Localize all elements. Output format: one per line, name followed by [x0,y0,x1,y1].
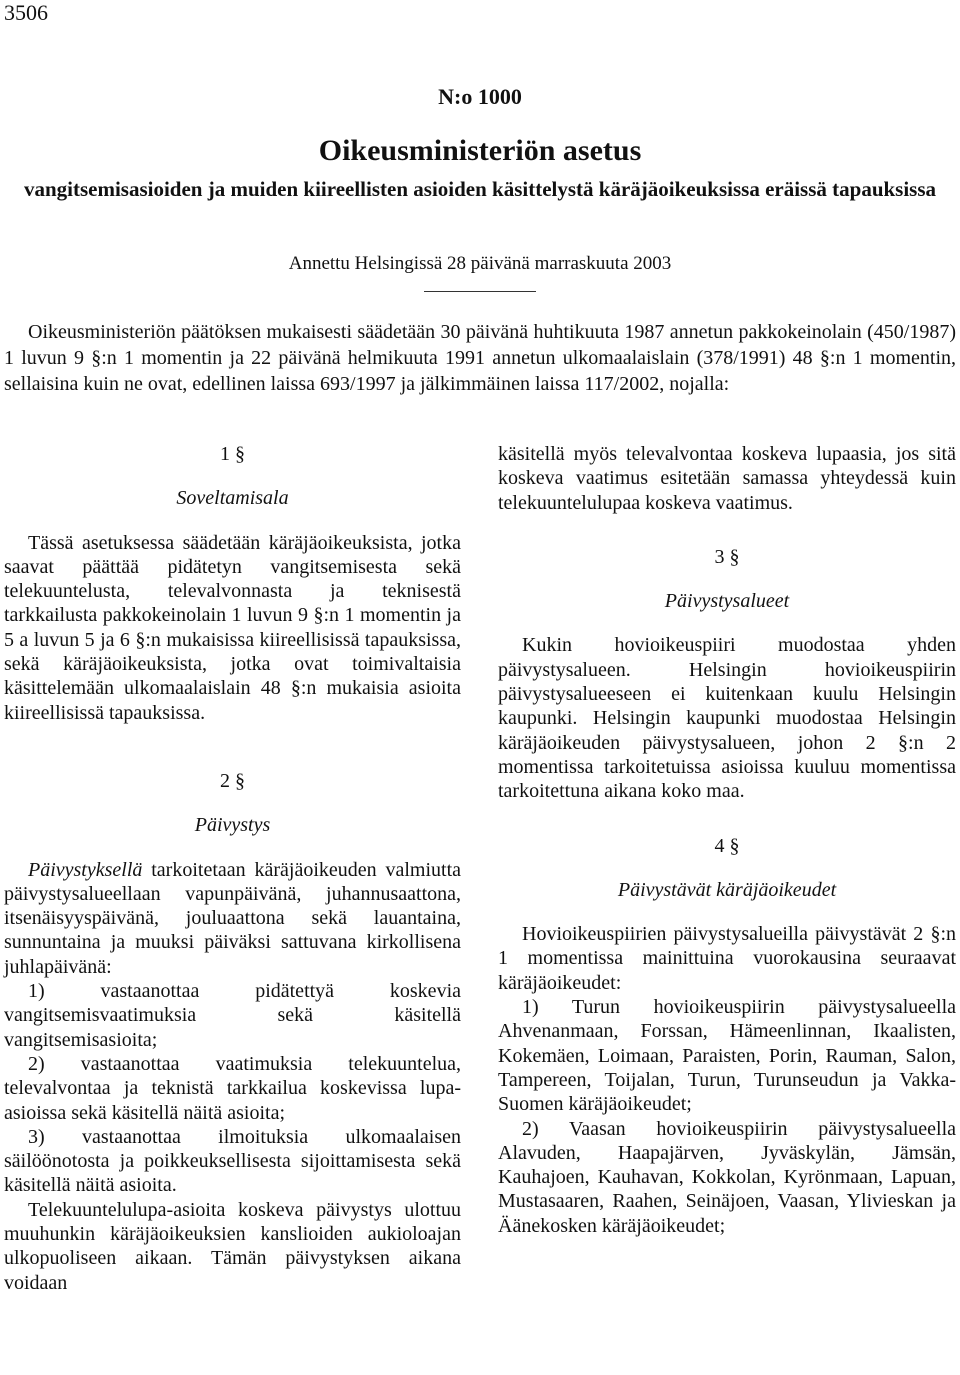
section-4-item-1: 1) Turun hovioikeuspiirin päivystysalueella Ahvenanmaan, Forssan, Hämeenlinnan, Ikaalisten, Kokemäen, Loimaan, Paraisten, Porin, Rauman, Salon, Tampereen, Toijalan, Turun, Turunseudun ja Vakka-Suomen käräjäoikeudet; [498,996,956,1116]
section-4-item-2: 2) Vaasan hovioikeuspiirin päivystysalueella Alavuden, Haapajärven, Jyväskylän, Jämsän, Kauhajoen, Kauhavan, Kokkolan, Kyrönmaan, Lapuan, Mustasaaren, Raahen, Seinäjoen, Vaasan, Ylivieskan ja Äänekosken käräjäoikeudet; [498,1117,956,1237]
section-4-title: Päivystävät käräjäoikeudet [617,878,837,901]
right-column [498,442,956,1238]
section-2-item-3: 3) vastaanottaa ilmoituksia ulkomaalaisen säilöönotosta ja poikkeuksellisesta sijoittamisesta sekä käsitellä näitä asioita. [4,1125,461,1197]
statute-number: N:o 1000 [438,84,522,109]
defined-term: Päivystyksellä [28,858,143,881]
preamble-text: Oikeusministeriön päätöksen mukaisesti säädetään 30 päivänä huhtikuuta 1987 annetun pakkokeinolain (450/1987) 1 luvun 9 §:n 1 momentin ja 22 päivänä helmikuuta 1991 annetun ulkomaalaislain (378/1991) 48 §:n 1 momentin, sellaisina kuin ne ovat, edellinen laissa 693/1997 ja jälkimmäinen laissa 117/2002, nojalla: [4,321,956,395]
section-2-title: Päivystys [194,814,271,837]
section-2-paragraph-1-text: tarkoitetaan käräjäoikeuden valmiutta päivystysalueellaan vapunpäivänä, juhannusaattona, itsenäisyyspäivänä, jouluaattona sekä lauantaina, sunnuntaina ja muuksi päiväksi sattuvana kirkollisena juhlapäivänä: [4,858,461,978]
section-3-paragraph: Kukin hovioikeuspiiri muodostaa yhden päivystysalueen. Helsingin hovioikeuspiirin päivystysalueeseen ei kuitenkaan kuulu Helsingin kaupunki. Helsingin kaupunki muodostaa Helsingin käräjäoikeuden päivystysalueen, johon 2 §:n 2 momentissa tarkoitetuissa asioissa kuuluu momentissa tarkoitettuna aikana koko maa. [498,634,956,803]
page-title: Oikeusministeriön asetus [318,134,642,167]
section-1-paragraph: Tässä asetuksessa säädetään käräjäoikeuksista, jotka saavat päättää pidätetyn vangitsemisesta sekä telekuuntelusta, televalvonnasta ja teknisestä tarkkailusta pakkokeinolain 1 luvun 9 §:n 1 momentin ja 5 a luvun 5 ja 6 §:n mukaisissa kiireellisissä tapauksissa, sekä käräjäoikeuksista, jotka ovat toimivaltaisia käsittelemään ulkomaalaislain 48 §:n mukaisia asioita kiireellisissä tapauksissa. [4,531,461,724]
section-3-title: Päivystysalueet [664,590,790,613]
section-3-number: 3 § [714,545,740,568]
left-column [4,442,461,1295]
section-4-number: 4 § [714,834,740,857]
section-2-item-2: 2) vastaanottaa vaatimuksia telekuuntelua, televalvontaa ja teknistä tarkkailua koskevissa lupa-asioissa sekä käsitellä näitä asioita; [4,1052,461,1124]
page-subtitle: vangitsemisasioiden ja muiden kiireellisten asioiden käsittelystä käräjäoikeuksissa eräissä tapauksissa [23,177,937,201]
page-number: 3506 [4,0,48,25]
section-2-paragraph-1 [4,858,461,979]
section-2-number: 2 § [220,769,245,792]
section-2-paragraph-2: Telekuuntelulupa-asioita koskeva päivystys ulottuu muuhunkin käräjäoikeuksien kanslioiden aukioloajan ulkopuoliseen aikaan. Tämän päivystyksen aikana voidaan [4,1198,461,1294]
divider [424,291,536,292]
preamble [4,319,956,397]
section-1-title: Soveltamisala [176,487,289,510]
section-4-paragraph: Hovioikeuspiirien päivystysalueilla päivystävät 2 §:n 1 momentissa mainittuina vuorokausina seuraavat käräjäoikeudet: [498,923,956,994]
section-2-item-1: 1) vastaanottaa pidätettyä koskevia vangitsemisvaatimuksia sekä käsitellä vangitsemisasioita; [4,980,461,1051]
section-1-number: 1 § [220,443,245,465]
section-2-paragraph-2-continued: käsitellä myös televalvontaa koskeva lupaasia, jos sitä koskeva vaatimus esitetään samassa yhteydessä kuin telekuuntelulupaa koskeva vaatimus. [498,443,956,514]
issued-date: Annettu Helsingissä 28 päivänä marraskuuta 2003 [288,253,672,274]
